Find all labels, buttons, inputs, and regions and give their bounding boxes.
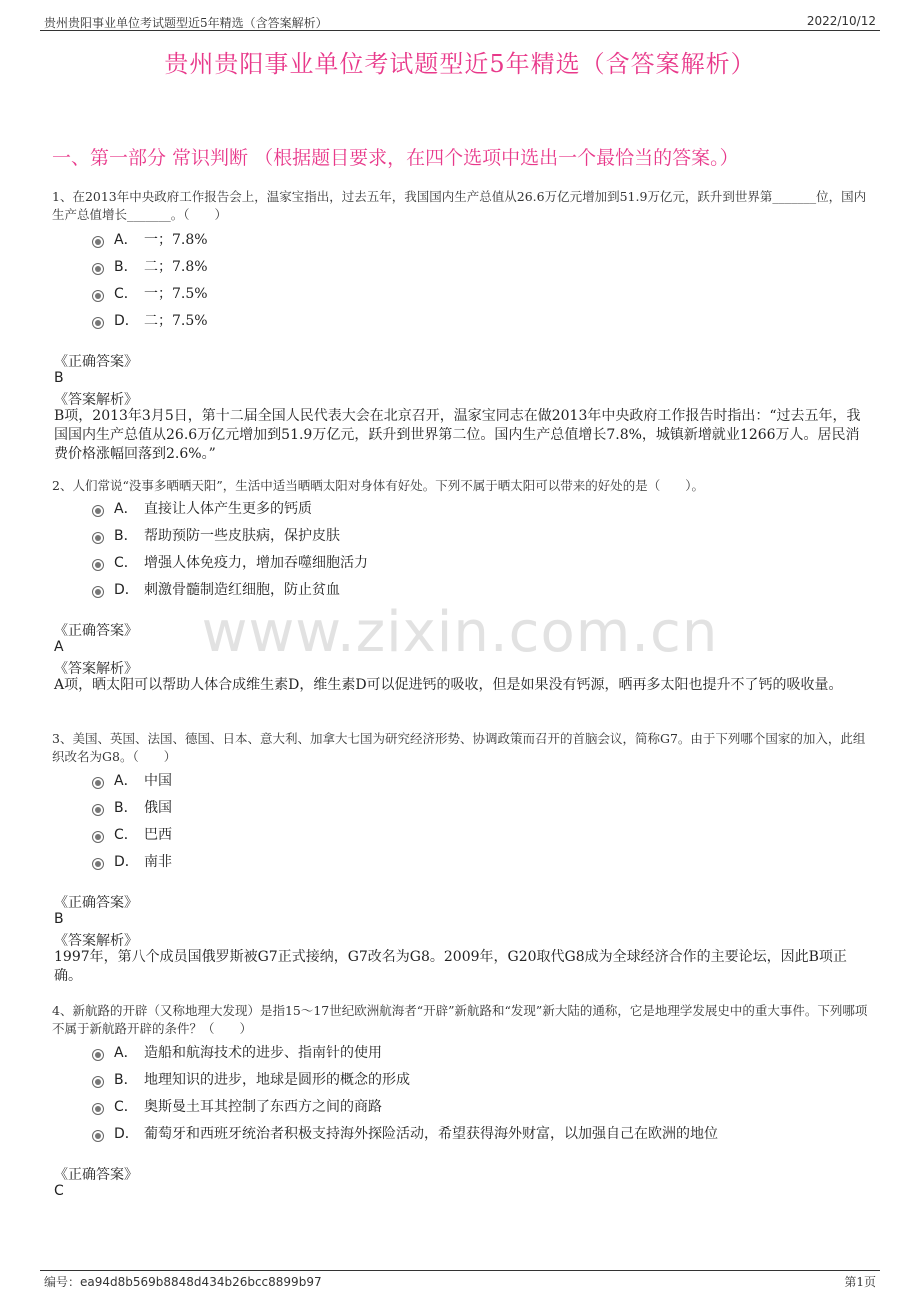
question-1-answer: B	[54, 370, 64, 386]
watermark: www.zixin.com.cn	[201, 600, 719, 665]
analysis-label: 《答案解析》	[54, 933, 138, 949]
radio-icon[interactable]	[92, 317, 104, 329]
question-2-option-a[interactable]: A． 直接让人体产生更多的钙质	[92, 497, 312, 519]
question-2-option-d[interactable]: D． 刺激骨髓制造红细胞，防止贫血	[92, 578, 340, 600]
section-title: 一、第一部分 常识判断 （根据题目要求，在四个选项中选出一个最恰当的答案。）	[52, 147, 739, 169]
radio-icon[interactable]	[92, 858, 104, 870]
radio-icon[interactable]	[92, 586, 104, 598]
radio-icon[interactable]	[92, 777, 104, 789]
question-2-option-b[interactable]: B． 帮助预防一些皮肤病，保护皮肤	[92, 524, 340, 546]
page-number: 第1页	[844, 1275, 876, 1289]
answer-label: 《正确答案》	[54, 895, 138, 911]
radio-icon[interactable]	[92, 532, 104, 544]
question-3-answer: B	[54, 911, 64, 927]
radio-icon[interactable]	[92, 236, 104, 248]
document-title: 贵州贵阳事业单位考试题型近5年精选（含答案解析）	[164, 50, 756, 78]
radio-icon[interactable]	[92, 804, 104, 816]
question-2-answer: A	[54, 639, 64, 655]
question-2-analysis: A项，晒太阳可以帮助人体合成维生素D，维生素D可以促进钙的吸收，但是如果没有钙源，晒再多太阳也提升不了钙的吸收量。	[54, 677, 843, 693]
question-4-text: 4、新航路的开辟（又称地理大发现）是指15～17世纪欧洲航海者“开辟”新航路和“发现”新大陆的通称，它是地理学发展史中的重大事件。下列哪项不属于新航路开辟的条件？（ ）	[52, 1003, 868, 1036]
question-3-text: 3、美国、英国、法国、德国、日本、意大利、加拿大七国为研究经济形势、协调政策而召开的首脑会议，简称G7。由于下列哪个国家的加入，此组织改名为G8。（ ）	[52, 731, 866, 764]
question-1-option-c[interactable]: C． 一；7.5%	[92, 282, 208, 304]
radio-icon[interactable]	[92, 559, 104, 571]
page-header	[40, 14, 880, 31]
question-3-option-a[interactable]: A． 中国	[92, 769, 172, 791]
answer-label: 《正确答案》	[54, 354, 138, 370]
question-1-text: 1、在2013年中央政府工作报告会上，温家宝指出，过去五年，我国国内生产总值从26.6万亿元增加到51.9万亿元，跃升到世界第_______位，国内生产总值增长_______。（ ）	[52, 189, 867, 222]
answer-label: 《正确答案》	[54, 623, 138, 639]
question-1-option-a[interactable]: A． 一；7.8%	[92, 228, 208, 250]
radio-icon[interactable]	[92, 290, 104, 302]
header-doc-name: 贵州贵阳事业单位考试题型近5年精选（含答案解析）	[44, 16, 328, 30]
question-3-option-c[interactable]: C． 巴西	[92, 823, 172, 845]
question-4-option-b[interactable]: B． 地理知识的进步，地球是圆形的概念的形成	[92, 1068, 410, 1090]
question-2-text: 2、人们常说“没事多晒晒天阳”，生活中适当晒晒太阳对身体有好处。下列不属于晒太阳可以带来的好处的是（ ）。	[52, 478, 704, 493]
question-4-option-d[interactable]: D． 葡萄牙和西班牙统治者积极支持海外探险活动，希望获得海外财富，以加强自己在欧洲的地位	[92, 1122, 718, 1144]
radio-icon[interactable]	[92, 831, 104, 843]
question-2-option-c[interactable]: C． 增强人体免疫力，增加吞噬细胞活力	[92, 551, 368, 573]
radio-icon[interactable]	[92, 1130, 104, 1142]
radio-icon[interactable]	[92, 505, 104, 517]
question-4-option-a[interactable]: A． 造船和航海技术的进步、指南针的使用	[92, 1041, 382, 1063]
question-4-answer: C	[54, 1183, 64, 1199]
answer-label: 《正确答案》	[54, 1167, 138, 1183]
question-1-option-b[interactable]: B． 二；7.8%	[92, 255, 208, 277]
page-footer	[40, 1270, 880, 1289]
radio-icon[interactable]	[92, 1103, 104, 1115]
question-3-analysis: 1997年，第八个成员国俄罗斯被G7正式接纳，G7改名为G8。2009年，G20取代G8成为全球经济合作的主要论坛，因此B项正确。	[54, 949, 847, 984]
question-3-option-b[interactable]: B． 俄国	[92, 796, 172, 818]
question-1-option-d[interactable]: D． 二；7.5%	[92, 309, 208, 331]
document-code: 编号：ea94d8b569b8848d434b26bcc8899b97	[44, 1275, 322, 1289]
header-date: 2022/10/12	[806, 14, 876, 28]
radio-icon[interactable]	[92, 1049, 104, 1061]
question-1-analysis: B项，2013年3月5日，第十二届全国人民代表大会在北京召开，温家宝同志在做2013年中央政府工作报告时指出：“过去五年，我国国内生产总值从26.6万亿元增加到51.9万亿元，跃升到世界第二位。国内生产总值增长7.8%，城镇新增就业1266万人。居民消费价格涨幅回落到2.6%。”	[54, 408, 861, 462]
question-3-option-d[interactable]: D． 南非	[92, 850, 172, 872]
radio-icon[interactable]	[92, 1076, 104, 1088]
analysis-label: 《答案解析》	[54, 392, 138, 408]
question-4-option-c[interactable]: C． 奥斯曼土耳其控制了东西方之间的商路	[92, 1095, 382, 1117]
analysis-label: 《答案解析》	[54, 661, 138, 677]
radio-icon[interactable]	[92, 263, 104, 275]
